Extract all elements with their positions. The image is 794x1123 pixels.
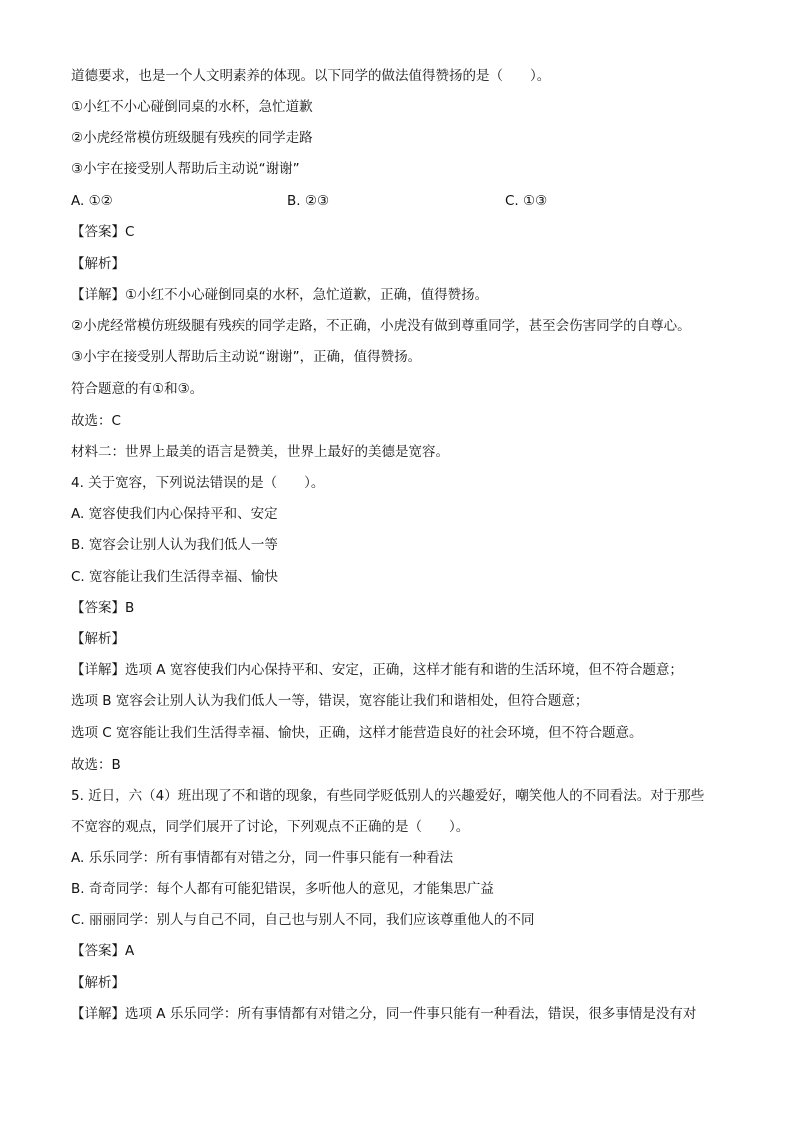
material-2: 材料二：世界上最美的语言是赞美，世界上最好的美德是宽容。	[71, 444, 449, 460]
question-3-option-c: C. ①③	[505, 193, 548, 209]
question-5-analysis-label: 【解析】	[71, 975, 125, 991]
question-4-option-a: A. 宽容使我们内心保持平和、安定	[71, 506, 278, 522]
question-5-stem-line-2: 不宽容的观点，同学们展开了讨论，下列观点不正确的是（ ）。	[71, 819, 470, 835]
question-3-detail-3: ③小宇在接受别人帮助后主动说“谢谢”，正确，值得赞扬。	[71, 349, 422, 365]
question-5-option-c: C. 丽丽同学：别人与自己不同，自己也与别人不同，我们应该尊重他人的不同	[71, 912, 535, 928]
question-3-stem: 道德要求，也是一个人文明素养的体现。以下同学的做法值得赞扬的是（ ）。	[71, 68, 551, 84]
question-4-detail-2: 选项 B 宽容会让别人认为我们低人一等，错误，宽容能让我们和谐相处，但符合题意；	[71, 693, 589, 709]
question-4-conclusion: 故选：B	[71, 757, 121, 773]
question-3-item-1: ①小红不小心碰倒同桌的水杯，急忙道歉	[71, 99, 313, 115]
question-3-analysis-label: 【解析】	[71, 256, 125, 272]
question-3-detail-4: 符合题意的有①和③。	[71, 381, 204, 397]
question-4-stem: 4. 关于宽容，下列说法错误的是（ ）。	[71, 475, 325, 491]
question-3-item-3: ③小宇在接受别人帮助后主动说“谢谢”	[71, 161, 300, 177]
question-3-item-2: ②小虎经常模仿班级腿有残疾的同学走路	[71, 130, 313, 146]
question-3-detail-1: 【详解】①小红不小心碰倒同桌的水杯，急忙道歉，正确，值得赞扬。	[71, 287, 489, 303]
question-5-answer: 【答案】A	[71, 943, 135, 959]
question-4-analysis-label: 【解析】	[71, 631, 125, 647]
question-4-answer: 【答案】B	[71, 600, 135, 616]
question-4-detail-1: 【详解】选项 A 宽容使我们内心保持平和、安定，正确，这样才能有和谐的生活环境，但不符合题意；	[71, 662, 683, 678]
question-3-option-b: B. ②③	[287, 193, 330, 209]
question-3-option-a: A. ①②	[71, 193, 113, 209]
question-5-option-a: A. 乐乐同学：所有事情都有对错之分，同一件事只能有一种看法	[71, 850, 454, 866]
question-5-option-b: B. 奇奇同学：每个人都有可能犯错误，多听他人的意见，才能集思广益	[71, 881, 494, 897]
question-4-option-b: B. 宽容会让别人认为我们低人一等	[71, 537, 278, 553]
question-3-detail-2: ②小虎经常模仿班级腿有残疾的同学走路，不正确，小虎没有做到尊重同学，甚至会伤害同学的自尊心。	[71, 318, 691, 334]
question-5-stem-line-1: 5. 近日，六（4）班出现了不和谐的现象，有些同学贬低别人的兴趣爱好，嘲笑他人的不同看法。对于那些	[71, 788, 705, 804]
question-3-conclusion: 故选：C	[71, 413, 121, 429]
question-3-answer: 【答案】C	[71, 224, 135, 240]
question-4-option-c: C. 宽容能让我们生活得幸福、愉快	[71, 569, 279, 585]
question-5-detail-1: 【详解】选项 A 乐乐同学：所有事情都有对错之分，同一件事只能有一种看法，错误，很多事情是没有对	[71, 1006, 697, 1022]
question-4-detail-3: 选项 C 宽容能让我们生活得幸福、愉快，正确，这样才能营造良好的社会环境，但不符合题意。	[71, 725, 643, 741]
